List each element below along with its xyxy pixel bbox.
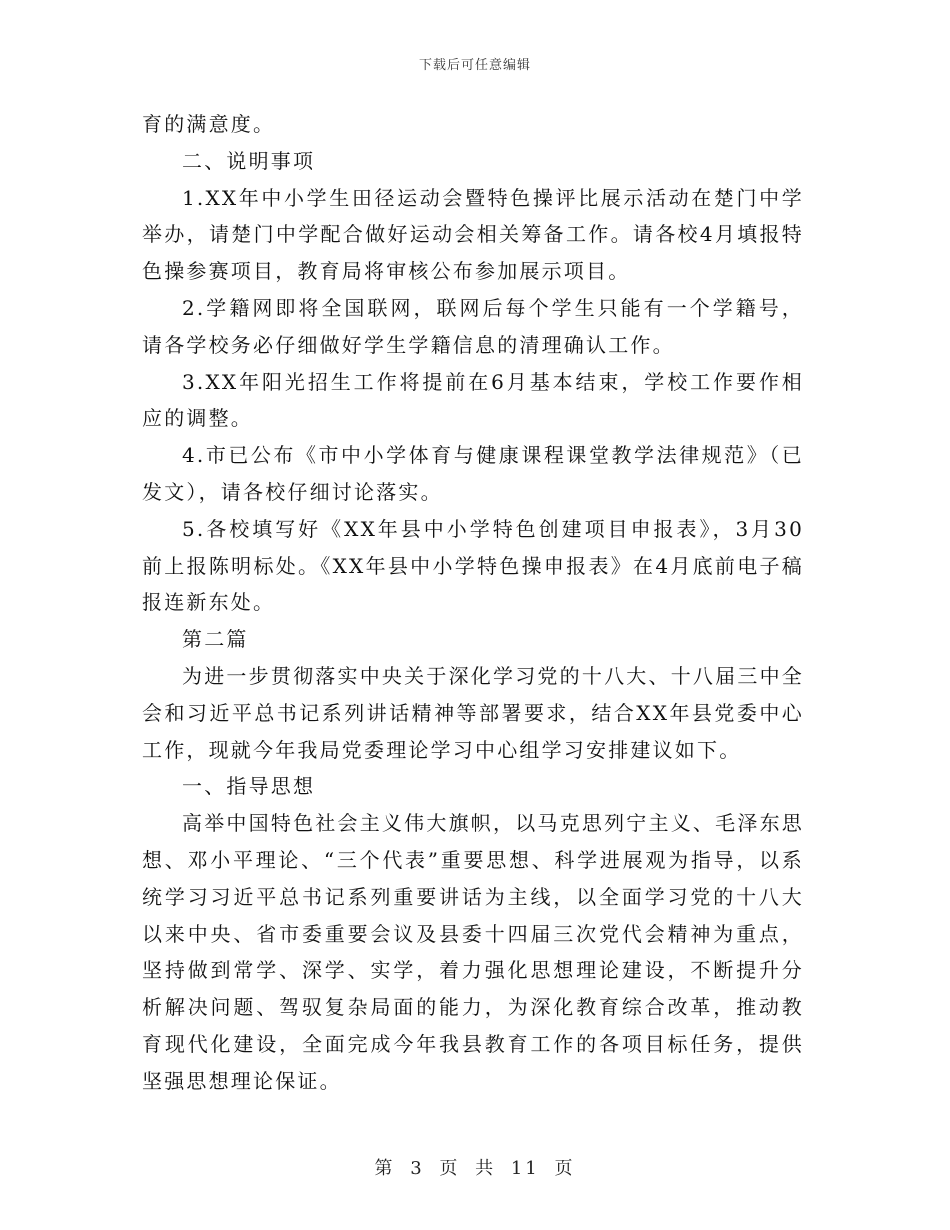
page-header: 下载后可任意编辑: [418, 58, 531, 73]
section-heading-guiding-thought: 一、指导思想: [182, 774, 316, 799]
paragraph-intro: 为进一步贯彻落实中央关于深化学习党的十八大、十八届三中全会和习近平总书记系列讲话精神等部署要求，结合XX年县党委中心工作，现就今年我局党委理论学习中心组学习安排建议如下。: [142, 663, 804, 762]
part-heading-second: 第二篇: [182, 627, 249, 652]
document-body: [142, 106, 804, 1100]
paragraph-item-4: 4.市已公布《市中小学体育与健康课程课堂教学法律规范》（已发文），请各校仔细讨论落实。: [142, 443, 804, 504]
paragraph-guiding-thought: 高举中国特色社会主义伟大旗帜，以马克思列宁主义、毛泽东思想、邓小平理论、“三个代表”重要思想、科学进展观为指导，以系统学习习近平总书记系列重要讲话为主线，以全面学习党的十八大以来中央、省市委重要会议及县委十四届三次党代会精神为重点，坚持做到常学、深学、实学，着力强化思想理论建设，不断提升分析解决问题、驾驭复杂局面的能力，为深化教育综合改革，推动教育现代化建设，全面完成今年我县教育工作的各项目标任务，提供坚强思想理论保证。: [142, 811, 804, 1093]
page-footer: 第 3 页 共 11 页: [374, 1158, 576, 1179]
paragraph-continuation: 育的满意度。: [142, 112, 276, 136]
paragraph-item-1: 1.XX年中小学生田径运动会暨特色操评比展示活动在楚门中学举办，请楚门中学配合做好运动会相关筹备工作。请各校4月填报特色操参赛项目，教育局将审核公布参加展示项目。: [142, 185, 804, 284]
paragraph-item-3: 3.XX年阳光招生工作将提前在6月基本结束，学校工作要作相应的调整。: [142, 369, 804, 431]
section-heading-notes: 二、说明事项: [182, 148, 316, 173]
paragraph-item-2: 2.学籍网即将全国联网，联网后每个学生只能有一个学籍号，请各学校务必仔细做好学生学籍信息的清理确认工作。: [142, 295, 804, 357]
paragraph-item-5: 5.各校填写好《XX年县中小学特色创建项目申报表》，3月30前上报陈明标处。《XX年县中小学特色操申报表》在4月底前电子稿报连新东处。: [142, 516, 804, 615]
